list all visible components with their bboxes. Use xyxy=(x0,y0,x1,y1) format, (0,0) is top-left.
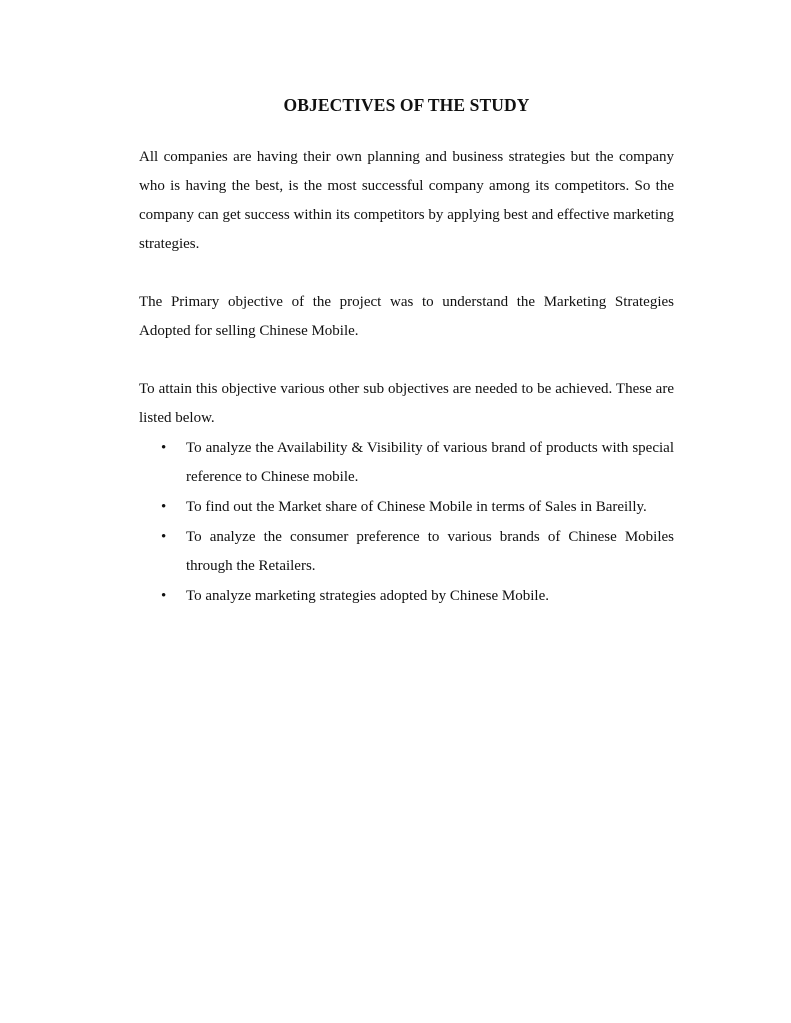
paragraph-spacer xyxy=(139,259,674,288)
list-item-text: To analyze the Availability & Visibility of various brand of products with special reference to Chinese mobile. xyxy=(186,440,674,485)
paragraph-spacer xyxy=(139,346,674,375)
intro-paragraph: All companies are having their own planning and business strategies but the company who is having the best, is the most successful company among its competitors. So the company can get success within its competitors by applying best and effective marketing strategies. xyxy=(139,149,674,252)
list-item xyxy=(139,582,674,611)
list-item xyxy=(139,493,674,522)
list-item xyxy=(139,523,674,581)
primary-objective-paragraph: The Primary objective of the project was to understand the Marketing Strategies Adopted for selling Chinese Mobile. xyxy=(139,294,674,339)
list-item xyxy=(139,434,674,492)
page-title: OBJECTIVES OF THE STUDY xyxy=(283,95,530,115)
sub-objectives-intro-paragraph: To attain this objective various other sub objectives are needed to be achieved. These are listed below. xyxy=(139,381,674,426)
bullet-icon: • xyxy=(161,499,167,515)
list-item-text: To analyze marketing strategies adopted by Chinese Mobile. xyxy=(186,588,550,604)
document-body xyxy=(139,93,674,612)
bullet-icon: • xyxy=(161,588,167,604)
bullet-icon: • xyxy=(161,529,167,545)
bullet-icon: • xyxy=(161,440,167,456)
list-item-text: To analyze the consumer preference to various brands of Chinese Mobiles through the Retailers. xyxy=(186,529,674,574)
sub-objectives-list xyxy=(139,434,674,611)
list-item-text: To find out the Market share of Chinese Mobile in terms of Sales in Bareilly. xyxy=(186,499,647,515)
